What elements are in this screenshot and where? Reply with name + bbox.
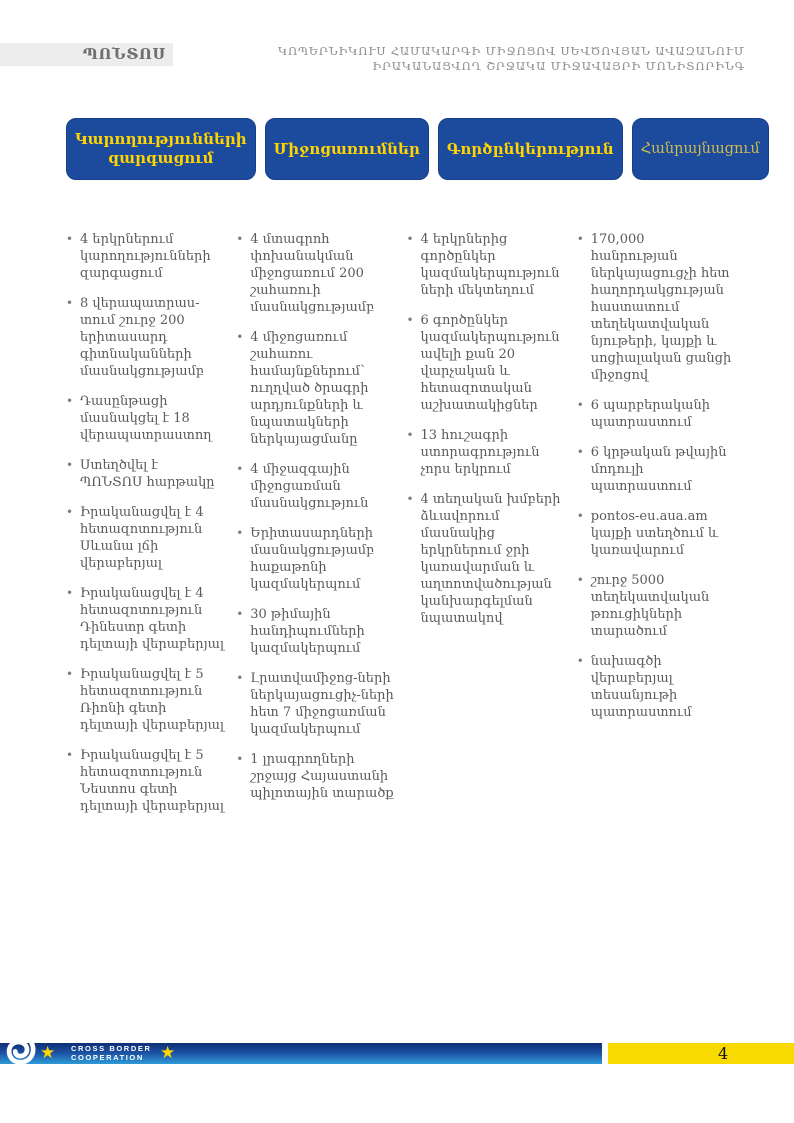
bullet-icon: •	[236, 607, 244, 621]
list-item	[66, 231, 227, 282]
list-item	[236, 670, 397, 738]
list-item-text: Իրականացվել է 4 հետազոտություն Դինեստր գետի դելտայի վերաբերյալ	[80, 586, 224, 652]
list-item	[577, 444, 738, 495]
bullet-icon: •	[576, 232, 584, 246]
content-columns	[66, 231, 738, 828]
list-item	[407, 312, 568, 414]
bullet-icon: •	[576, 573, 584, 587]
bullet-icon: •	[406, 232, 414, 246]
program-name-badge: ՊՈՆՏՈՍ	[0, 43, 173, 66]
list-item	[66, 666, 227, 734]
list-item	[577, 231, 738, 384]
list-item	[66, 393, 227, 444]
list-item-text: 30 թիմային հանդիպումների կազմակերպում	[250, 607, 365, 656]
bullet-icon: •	[576, 654, 584, 668]
document-title-line2: ԻՐԱԿԱՆԱՑՎՈՂ ՇՐՋԱԿԱ ՄԻՋԱՎԱՅՐԻ ՄՈՆԻՏՈՐԻՆԳ	[372, 59, 745, 73]
bullet-icon: •	[236, 462, 244, 476]
list-item	[66, 504, 227, 572]
list-item-text: 4 մտագրոհ փոխանակման միջոցառում 200 շահառուի մասնակցությամբ	[250, 232, 375, 315]
bullet-icon: •	[66, 458, 74, 472]
bullet-icon: •	[576, 509, 584, 523]
bullet-icon: •	[406, 313, 414, 327]
bullet-icon: •	[66, 586, 74, 600]
page-number: 4	[718, 1044, 729, 1063]
list-item	[236, 329, 397, 448]
list-item-text: 6 կրթական թվային մոդուլի պատրաստում	[590, 445, 727, 494]
program-name-line2: COOPERATION	[71, 1052, 144, 1062]
bullet-icon: •	[236, 671, 244, 685]
bullet-icon: •	[406, 492, 414, 506]
list-item	[577, 572, 738, 640]
list-item	[236, 525, 397, 593]
list-item	[236, 606, 397, 657]
list-item-text: 4 միջազգային միջոցառման մասնակցություն	[250, 462, 369, 511]
document-title-line1: ԿՈՊԵՐՆԻԿՈՒՍ ՀԱՄԱԿԱՐԳԻ ՄԻՋՈՑՈՎ ՍԵՎԾՈՎՅԱՆ ԱՎԱԶԱՆՈՒՄ	[277, 44, 745, 58]
tab-capacity-building[interactable]: Կարողությունների զարգացում	[66, 118, 256, 180]
list-item	[407, 491, 568, 627]
list-item-text: 4 միջոցառում շահառու համայնքներում՝ ուղղված ծրագրի արդյունքների և նպատակների ներկայացմանը	[250, 330, 369, 447]
list-item-text: 4 երկրներից գործընկեր կազմակերպություն​ների մեկտեղում	[420, 232, 560, 298]
list-item-text: 13 հուշագրի ստորագրություն չորս երկրում	[420, 428, 540, 477]
list-item	[407, 231, 568, 299]
list-item	[66, 295, 227, 380]
list-item-text: 8 վերապատրաս-տում շուրջ 200 երիտասարդ գիտնականների մասնակցությամբ	[80, 296, 204, 379]
bullet-icon: •	[66, 394, 74, 408]
list-item-text: Իրականացվել է 5 հետազոտություն Նեստոս գետի դելտայի վերաբերյալ	[80, 748, 224, 814]
list-item-text: 170,000 հանրության ներկայացուցչի հետ հաղորդակցության հաստատում տեղեկատվական նյութերի, կայքի և սոցիալական ցանցի միջոցով	[590, 232, 732, 383]
list-item-text: նախագծի վերաբերյալ տեսանյութի պատրաստում	[590, 654, 692, 720]
bullet-icon: •	[66, 296, 74, 310]
list-item-text: Լրատվամիջոց-ների ներկայացուցիչ-ների հետ 7 միջոցառման կազմակերպում	[250, 671, 394, 737]
footer-brand-bar	[0, 1043, 602, 1064]
list-item-text: pontos-eu.aua.am կայքի ստեղծում և կառավարում	[590, 509, 719, 558]
list-item	[577, 397, 738, 431]
list-item-text: 6 պարբերականի պատրաստում	[590, 398, 710, 430]
list-item-text: շուրջ 5000 տեղեկատվական թռուցիկների տարածում	[590, 573, 710, 639]
list-item	[66, 585, 227, 653]
list-item	[577, 508, 738, 559]
program-name-line1: CROSS BORDER	[71, 1044, 152, 1053]
list-item-text: Իրականացվել է 4 հետազոտություն Սևանա լճի վերաբերյալ	[80, 505, 204, 571]
page-number-box	[608, 1043, 794, 1064]
column-outreach	[577, 231, 738, 828]
tab-outreach[interactable]: Հանրայնացում	[632, 118, 769, 180]
bullet-icon: •	[236, 330, 244, 344]
list-item-text: 1 լրագրողների շրջայց Հայաստանի պիլոտային տարածք	[250, 752, 394, 801]
bullet-icon: •	[66, 748, 74, 762]
bullet-icon: •	[236, 232, 244, 246]
list-item	[577, 653, 738, 721]
list-item	[407, 427, 568, 478]
list-item-text: Դասընթացի մասնակցել է 18 վերապատրաստող	[80, 394, 212, 443]
list-item	[236, 461, 397, 512]
category-tabs	[66, 118, 760, 180]
list-item	[66, 457, 227, 491]
list-item	[66, 747, 227, 815]
list-item-text: Երիտասարդների մասնակցությամբ հաքաթոնի կազմակերպում	[250, 526, 375, 592]
bullet-icon: •	[576, 398, 584, 412]
bullet-icon: •	[236, 752, 244, 766]
bullet-icon: •	[66, 667, 74, 681]
list-item-text: 4 երկրներում կարողությունների զարգացում	[80, 232, 211, 281]
bullet-icon: •	[406, 428, 414, 442]
list-item	[236, 231, 397, 316]
document-title	[278, 44, 745, 74]
list-item-text: 4 տեղական խմբերի ձևավորում մասնակից երկրներում ջրի կառավարման և աղտոտվածության կանխարգելման նպատակով	[420, 492, 561, 626]
column-partnership	[407, 231, 568, 828]
tab-partnership[interactable]: Գործընկերություն	[438, 118, 623, 180]
star-icon: ★	[40, 1043, 56, 1063]
program-name	[71, 1045, 151, 1062]
column-capacity-building	[66, 231, 227, 828]
list-item	[236, 751, 397, 802]
list-item-text: Իրականացվել է 5 հետազոտություն Ռիոնի գետի դելտայի վերաբերյալ	[80, 667, 224, 733]
bullet-icon: •	[236, 526, 244, 540]
star-icon: ★	[160, 1043, 176, 1063]
bullet-icon: •	[576, 445, 584, 459]
list-item-text: 6 գործընկեր կազմակերպություն ավելի քան 20 վարչական և հետազոտական աշխատակիցներ	[420, 313, 560, 413]
wave-swirl-icon	[2, 1033, 36, 1067]
tab-events[interactable]: Միջոցառումներ	[265, 118, 429, 180]
bullet-icon: •	[66, 505, 74, 519]
bullet-icon: •	[66, 232, 74, 246]
column-events	[236, 231, 397, 828]
list-item-text: Ստեղծվել է ՊՈՆՏՈՍ հարթակը	[80, 458, 215, 490]
